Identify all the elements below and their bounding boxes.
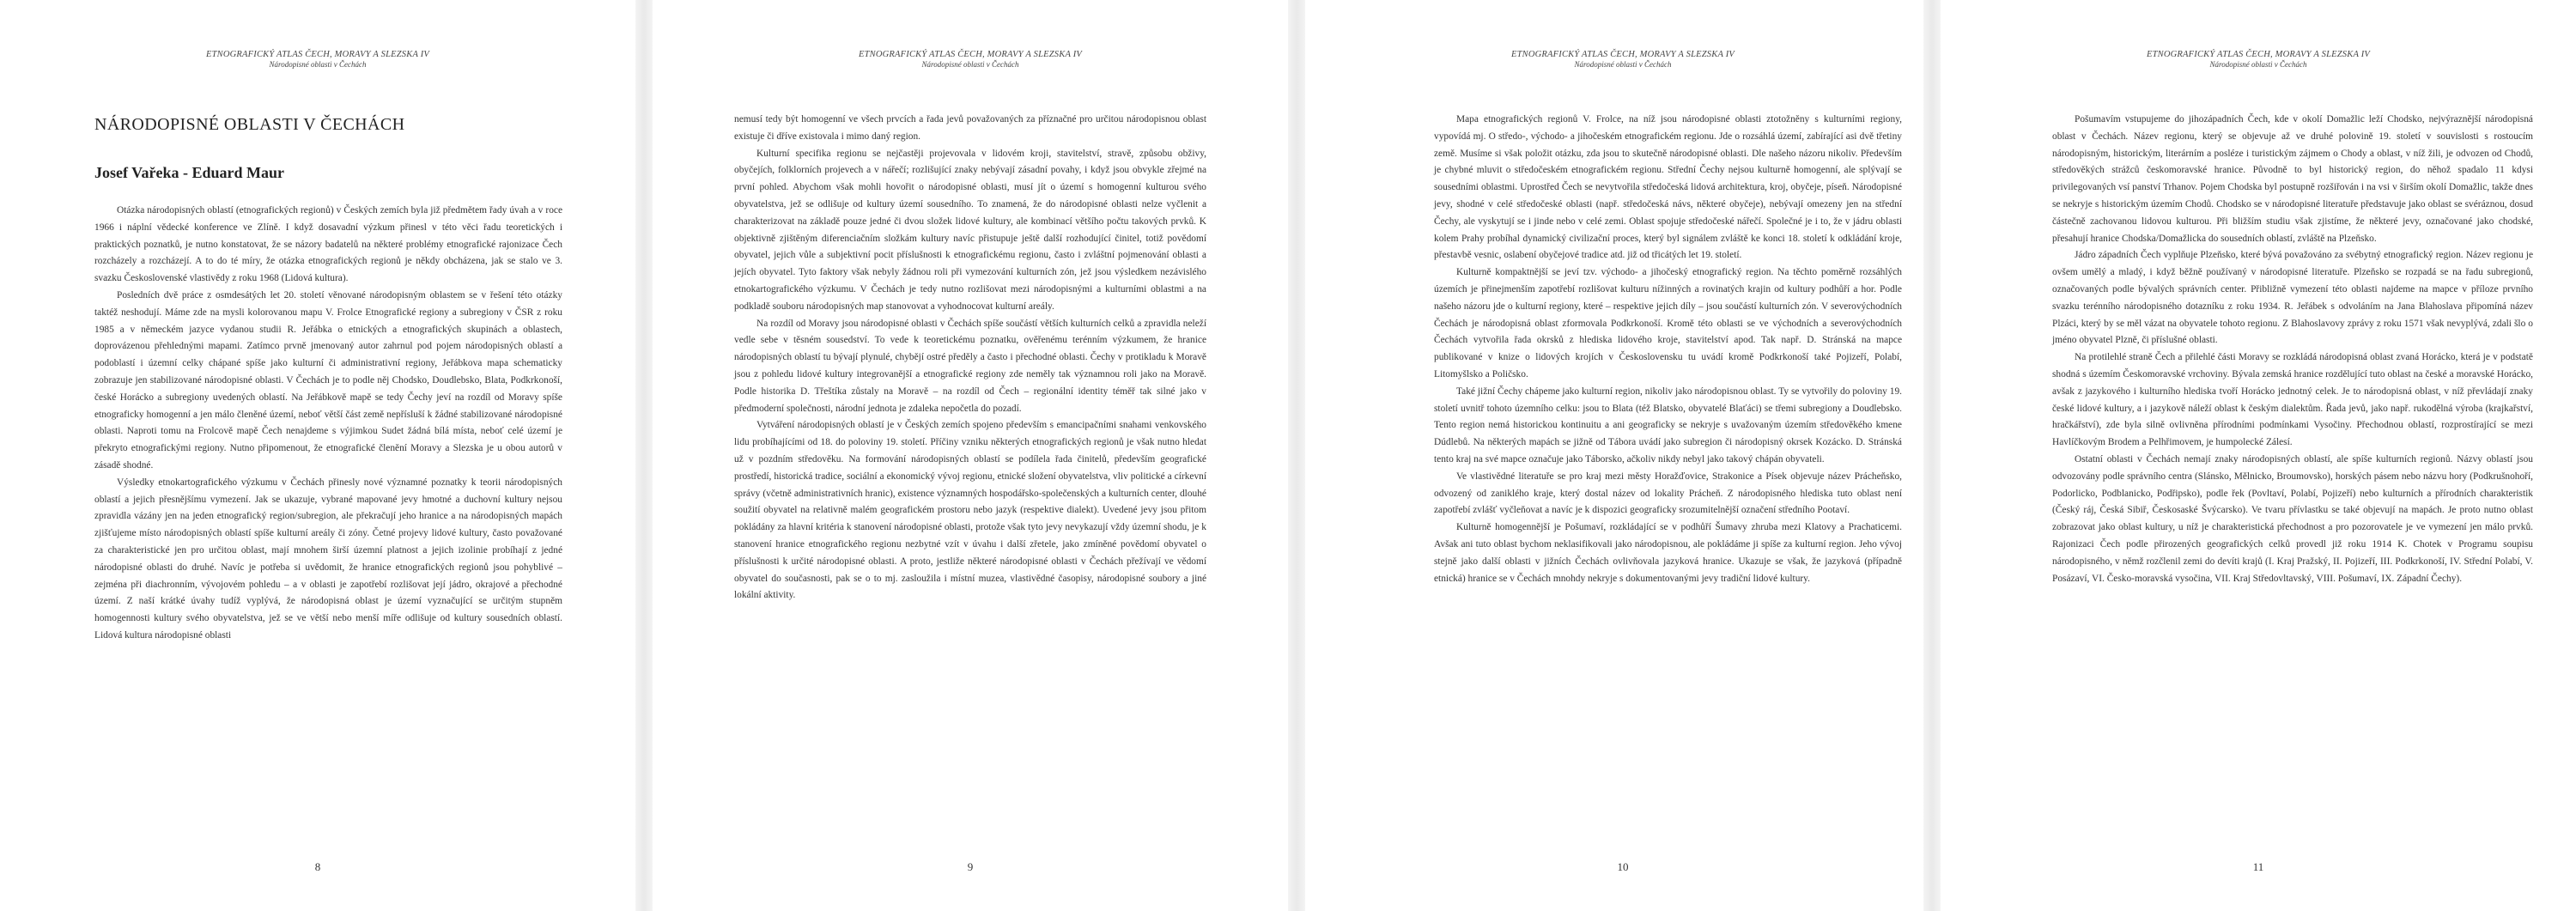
page-number: 8 xyxy=(314,860,321,873)
page-10 xyxy=(1305,0,1941,911)
paragraph: Také jižní Čechy chápeme jako kulturní region, nikoliv jako národopisnou oblast. Ty se vytvořily do poloviny 19. století uvnitř tohoto územního celku: jsou to Blata (též Blatsko, obyvatelé Blaťáci) se třemi subregiony a Doudlebsko. Tento region nemá historickou kontinuitu a ani geograficky se nekryje s uvažovaným územím středověkého kmene Dúdlebů. Na některých mapách se jižně od Tábora uvádí jako subregion či národopisný okrsek Kozácko. D. Stránská tento kraj na své mapce označuje jako Táborsko, ačkoliv nikdy nebyl jako takový chápán obyvateli. xyxy=(1434,386,1902,465)
paragraph: Kulturní specifika regionu se nejčastěji projevovala v lidovém kroji, stavitelství, stravě, způsobu obživy, obyčejích, folklorních projevech a v nářečí; rozlišující znaky nebývají zásadní povahy, i když jsou obvykle zřejmé na první pohled. Abychom však mohli hovořit o národopisné oblasti, musí jít o území s homogenní kulturou svého obyvatelstva, jež se odlišuje od kultury území sousedního. To znamená, že do národopisné oblasti nelze vyčlenit a charakterizovat na základě pouze jedné či dvou složek lidové kultury, ale kombinací většího počtu takových prvků. K objektivně zjištěným diferenciačním složkám kultury navíc přistupuje ještě další rozhodující činitel, totiž povědomí obyvatel, jejich vůle a subjektivní pocit příslušnosti k etnografickému regionu, často i zvláštní pojmenování oblasti a jejích obyvatel. Tyto faktory však nebyly žádnou roli při vymezování kulturních zón, jež jsou výsledkem nezávislého etnokartografického výzkumu. V Čechách je tedy nutno rozlišovat mezi národopisnými a kulturními oblastmi a na podkladě souboru národopisných map stanovovat a vyhodnocovat kulturní areály. xyxy=(734,148,1206,312)
running-head-subtitle: Národopisné oblasti v Čechách xyxy=(269,60,367,69)
paragraph: Na rozdíl od Moravy jsou národopisné oblasti v Čechách spíše součástí větších kulturních celků a zpravidla neleží vedle sebe v těsném sousedství. To vede k teoretickému poznatku, ověřenému terénním výzkumem, že hranice národopisných oblastí tu bývají plynulé, chybějí ostré předěly a často i přechodné oblasti. Čechy v protikladu k Moravě jsou z pohledu lidové kultury integrovanější a etnografické regiony zde neměly tak významnou roli jako na Moravě. Podle historika D. Třeštíka zůstaly na Moravě – na rozdíl od Čech – regionální identity téměř tak silné jako v předmoderní společnosti, národní jednota je zdaleka nepočetla do pozadí. xyxy=(734,318,1206,414)
page-8 xyxy=(0,0,635,911)
paragraph: Ostatní oblasti v Čechách nemají znaky národopisných oblastí, ale spíše kulturních regionů. Názvy oblastí jsou odvozovány podle správního centra (Slánsko, Mělnicko, Broumovsko), horských pásem nebo názvu hory (Podkrušnohoří, Podorlicko, Podblanicko, Podřipsko), podle řek (Povltaví, Polabí, Pojizeří) nebo kulturních a přírodních charakteristik (Český ráj, Česká Sibiř, Českosaské Švýcarsko). Ve tvaru přívlastku se také objevují na mapách. Je proto nutno oblast zobrazovat jako oblast kultury, u níž je charakteristická přechodnost a pro pozorovatele je ve vymezení jen málo prvků. Rajonizaci Čech podle přirozených geografických celků provedl již roku 1914 K. Chotek v Programu soupisu národopisného, v němž rozčlenil zemi do devíti krajů (I. Kraj Pražský, II. Pojizeří, III. Podkrkonoší, IV. Střední Polabí, V. Posázaví, VI. Česko-moravská vysočina, VII. Kraj Středovltavský, VIII. Pošumaví, IX. Západní Čechy). xyxy=(2052,453,2533,584)
paragraph: Jádro západních Čech vyplňuje Plzeňsko, které bývá považováno za svébytný etnografický region. Název regionu je ovšem umělý a mladý, i když běžně používaný v národopisné literatuře. Plzeňsko se rozpadá se na řadu subregionů, označovaných podle bývalých správních center. Přibližně vymezení této oblasti najdeme na mapce v příloze prvního svazku terénního národopisného dotazníku z roku 1934. R. Jeřábek s odvoláním na Jana Blahoslava připomíná název Plzáci, který by se měl vázat na obyvatele tohoto regionu. Z Blahoslavovy zprávy z roku 1571 však nevyplývá, zdali šlo o jméno obyvatel Plzně, či příslušné oblasti. xyxy=(2052,250,2533,346)
page-9 xyxy=(653,0,1288,911)
page-content xyxy=(1434,112,1902,587)
running-head-subtitle: Národopisné oblasti v Čechách xyxy=(1574,60,1672,69)
running-head-title: ETNOGRAFICKÝ ATLAS ČECH, MORAVY A SLEZSKA IV xyxy=(205,50,429,59)
chapter-authors: Josef Vařeka - Eduard Maur xyxy=(94,164,285,181)
running-head-subtitle: Národopisné oblasti v Čechách xyxy=(921,60,1019,69)
running-head-title: ETNOGRAFICKÝ ATLAS ČECH, MORAVY A SLEZSKA IV xyxy=(858,50,1082,59)
page-content xyxy=(94,112,562,645)
paragraph: Na protilehlé straně Čech a přilehlé části Moravy se rozkládá národopisná oblast zvaná Horácko, která je v podstatě shodná s územím Českomoravské vrchoviny. Bývala zemská hranice rozdělující tuto oblast na české a moravské Horácko, avšak z jazykového i kulturního hlediska tvoří Horácko jednotný celek. Je to národopisná oblast, v níž převládají znaky české lidové kultury, a i jazykově náleží oblast k českým dialektům. Řada jevů, jako např. rukodělná výroba (krajkařství, hračkářství), zde byla silně ovlivněna přírodními podmínkami Vysočiny. Přechodnou oblastí, rozprostírající se mezi Havlíčkovým Brodem a Pelhřimovem, je humpolecké Zálesí. xyxy=(2052,352,2533,448)
running-head xyxy=(1941,50,2576,69)
page-11 xyxy=(1941,0,2576,911)
running-head-title: ETNOGRAFICKÝ ATLAS ČECH, MORAVY A SLEZSKA IV xyxy=(1510,50,1735,59)
running-head xyxy=(0,50,635,69)
paragraph: Ve vlastivědné literatuře se pro kraj mezi městy Horažďovice, Strakonice a Písek objevuje název Prácheňsko, odvozený od zaniklého kraje, který dostal název od lokality Prácheň. Z národopisného hlediska tuto oblast není zapotřebí zvlášť vyčleňovat a navíc je k dispozici geograficky srozumitelnější označení středního Pootaví. xyxy=(1434,471,1902,516)
page-gutter xyxy=(1923,0,1941,911)
running-head xyxy=(1305,50,1941,69)
paragraph: Mapa etnografických regionů V. Frolce, na níž jsou národopisné oblasti ztotožněny s kulturními regiony, vypovídá mj. O středo-, východo- a jihočeském etnografickém regionu. Jde o rozsáhlá území, zabírající asi dvě třetiny země. Musíme si však položit otázku, zda jsou to skutečně národopisné oblasti. Dle našeho názoru nikoliv. Především je chybné mluvit o středočeském etnografickém regionu. Střední Čechy nejsou kulturně homogenní, ale splývají se sousedními oblastmi. Uprostřed Čech se nevytvořila středočeská lidová architektura, kroj, obyčeje, píseň. Národopisné jevy, shodné v celé středočeské oblasti (např. středočeská návs, některé obyčeje), nebývají omezeny jen na střední Čechy, ale vyskytují se i jinde nebo v celé zemi. Oblast spojuje středočeské nářečí. Společné je i to, že v jádru oblasti kolem Prahy probíhal dynamický civilizační proces, který byl signálem zvláště ke konci 18. století k odkládání kroje, přestavbě vesnic, oslabení obyčejové tradice atd. již od třicátých let 19. století. xyxy=(1434,114,1902,261)
paragraph: Pošumavím vstupujeme do jihozápadních Čech, kde v okolí Domažlic leží Chodsko, nejvýraznější národopisná oblast v Čechách. Název regionu, který se objevuje až ve druhé polovině 19. století v souvislosti s rostoucím národopisným, historickým, literárním a posléze i turistickým zájmem o Chody a oblast, v níž žili, je odvozen od Chodů, středověkých strážců českomoravské hranice. Původně to byl historický region, do něhož spadalo 11 kdysi privilegovaných vsí panství Trhanov. Pojem Chodska byl postupně rozšiřován i na vsi v širším okolí Domažlic, takže dnes se nekryje s historickým územím Chodů. Chodsko se v národopisné literatuře představuje jako oblast se svéráznou, dosud částečně zachovanou lidovou kulturou. Při bližším studiu však zjistíme, že některé jevy, označované jako chodské, přesahují hranice Chodska/Domažlicka do sousedních oblastí, zvláště na Plzeňsko. xyxy=(2052,114,2533,244)
running-head xyxy=(653,50,1288,69)
page-number: 9 xyxy=(967,860,974,873)
page-content xyxy=(2052,112,2533,587)
page-number: 10 xyxy=(1617,860,1629,873)
page-gutter xyxy=(1288,0,1305,911)
paragraph: nemusí tedy být homogenní ve všech prvcích a řada jevů považovaných za příznačné pro určitou národopisnou oblast existuje či dříve existovala i mimo daný region. xyxy=(734,114,1206,142)
page-number: 11 xyxy=(2252,860,2264,873)
paragraph: Vytváření národopisných oblastí je v Českých zemích spojeno především s emancipačními snahami venkovského lidu probíhajícími od 18. do poloviny 19. století. Příčiny vzniku některých etnografických regionů je však nutno hledat už v pozdním středověku. Na formování národopisných oblastí se podílela řada činitelů, především geografické prostředí, historická tradice, sociální a ekonomický vývoj regionu, etnické složení obyvatelstva, vliv politické a církevní správy (včetně administrativních hranic), existence významných hospodářsko-společenských a kulturních center, dlouhé soužití obyvatel na relativně malém geografickém prostoru nebo jazyk (respektive dialekt). Uvedené jevy jsou přitom pokládány za hlavní kritéria k stanovení národopisné oblasti, protože však tyto jevy nevykazují vždy územní shodu, je k stanovení hranice etnografického regionu nezbytné vzít v úvahu i další zřetele, jako zmíněné povědomí obyvatel o příslušnosti k určité národopisné oblasti. A proto, jestliže některé národopisné oblasti v Čechách přežívají ve vědomí obyvatel do současnosti, pak se o to mj. zasloužila i místní muzea, vlastivědné časopisy, národopisné soubory a jiné lokální aktivity. xyxy=(734,420,1206,601)
chapter-title: NÁRODOPISNÉ OBLASTI V ČECHÁCH xyxy=(94,115,405,134)
paragraph: Kulturně homogennější je Pošumaví, rozkládající se v podhůří Šumavy zhruba mezi Klatovy a Prachaticemi. Avšak ani tuto oblast bychom neklasifikovali jako národopisnou, ale pokládáme ji spíše za kulturní region. Jeho vývoj stejně jako další oblasti v jižních Čechách ovlivňovala jazyková hranice. Ukazuje se však, že jazyková (případně etnická) hranice se v Čechách mnohdy nekryje s dokumentovanými jevy tradiční lidové kultury. xyxy=(1434,522,1902,584)
page-content xyxy=(734,112,1206,604)
paragraph: Posledních dvě práce z osmdesátých let 20. století věnované národopisným oblastem se v řešení této otázky taktéž neshodují. Máme zde na mysli kolorovanou mapu V. Frolce Etnografické regiony a subregiony v ČSR z roku 1985 a v německém jazyce vydanou studii R. Jeřábka o etnických a etnografických skupinách a oblastech, doprovázenou přehlednými mapami. Zatímco prvně jmenovaný autor zahrnul pod pojem národopisných oblastí a podoblastí i územní celky chápané spíše jako kulturní či administrativní regiony, Jeřábkova mapa schematicky zobrazuje jen stabilizované národopisné oblasti. V Čechách je to podle něj Chodsko, Doudlebsko, Blata, Podkrkonoší, české Horácko a subregiony uvedených oblastí. Na Jeřábkově mapě se tedy Čechy jeví na rozdíl od Moravy spíše etnograficky homogenní a jen málo členěné území, neboť větší část země nepřísluší k žádné stabilizované národopisné oblasti. Naproti tomu na Frolcově mapě Čech nenajdeme s výjimkou Sudet žádná bílá místa, neboť celé území je překryto etnografickými regiony. Nutno připomenout, že etnografické členění Moravy a Slezska je u obou autorů v zásadě shodné. xyxy=(94,289,562,471)
running-head-subtitle: Národopisné oblasti v Čechách xyxy=(2209,60,2307,69)
page-gutter xyxy=(635,0,653,911)
paragraph: Výsledky etnokartografického výzkumu v Čechách přinesly nové významné poznatky k teorii národopisných oblastí a jejich přesnějšímu vymezení. Jak se ukazuje, vybrané mapované jevy hmotné a duchovní kultury nejsou zpravidla vázány jen na jeden etnografický region/subregion, ale překračují jeho hranice a na národopisných mapách zjišťujeme místo národopisných oblastí spíše kulturní areály či zóny. Četné projevy lidové kultury, často považované za charakteristické jen pro určitou oblast, mají mnohem širší územní platnost a jejich izolinie probíhají z jedné národopisné oblasti do druhé. Navíc je potřeba si uvědomit, že hranice etnografických regionů jsou pohyblivé – zejména při diachronním, vývojovém pohledu – a v oblasti je zapotřebí rozlišovat její jádro, okrajové a přechodné území. Z naší krátké úvahy tudíž vyplývá, že národopisná oblast je území vyznačující se určitým stupněm homogennosti kultury svého obyvatelstva, jež se ve větší nebo menší míře odlišuje od kultury sousedních oblastí. Lidová kultura národopisné oblasti xyxy=(94,477,562,641)
paragraph: Kulturně kompaktnější se jeví tzv. východo- a jihočeský etnografický region. Na těchto poměrně rozsáhlých územích je přinejmenším zapotřebí rozlišovat kulturu nížinných a rovinatých krajin od kultury podhůří a hor. Podle našeho názoru jde o kulturní regiony, které – respektive jejich díly – jsou součástí kulturních zón. V severovýchodních Čechách je národopisná oblast zformovala Podkrkonoší. Kromě této oblasti se ve východních a severovýchodních Čechách vytvořila řada okrsků z hlediska lidového kroje, stavitelství apod. Tak např. D. Stránská na mapce publikované v knize o lidových krojích v Československu tu uvádí kromě Podkrkonoší také Pojizeří, Polabí, Litomyšlsko a Poličsko. xyxy=(1434,267,1902,380)
running-head-title: ETNOGRAFICKÝ ATLAS ČECH, MORAVY A SLEZSKA IV xyxy=(2146,50,2370,59)
paragraph: Otázka národopisných oblastí (etnografických regionů) v Českých zemích byla již předmětem řady úvah a v roce 1966 i náplní vědecké konference ve Zlíně. I když dosavadní výzkum přinesl v této věci řadu teoretických i praktických poznatků, je nutno konstatovat, že se názory badatelů na některé problémy etnografické rajonizace Čech rozcházely a rozcházejí. A to do té míry, že otázka etnografických regionů je někdy obcházena, jak se stalo ve 3. svazku Československé vlastivědy z roku 1968 (Lidová kultura). xyxy=(94,205,562,284)
